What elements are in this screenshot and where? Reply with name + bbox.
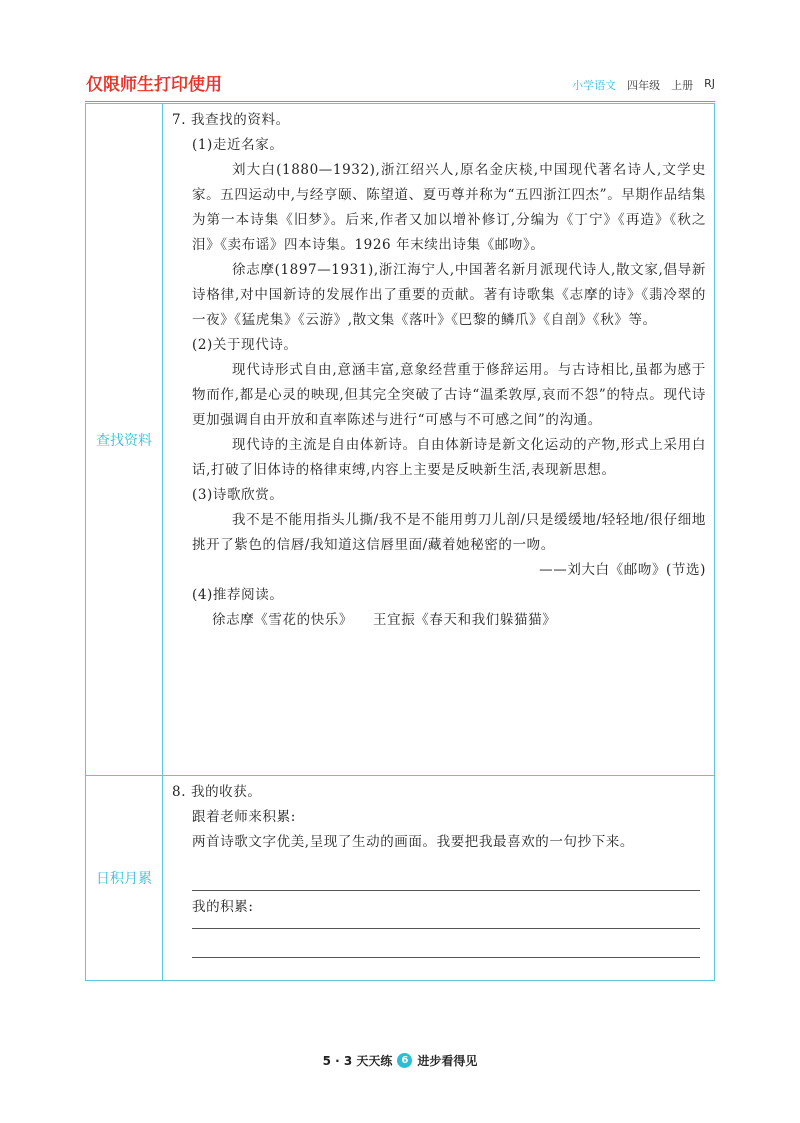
- subsection-famous-authors: (1)走近名家。: [192, 137, 284, 153]
- accumulation-content: [172, 780, 706, 958]
- grade-label: 四年级: [627, 79, 661, 92]
- subsection-recommended-reading: (4)推荐阅读。: [192, 587, 284, 603]
- modern-poetry-text-1: 现代诗形式自由,意涵丰富,意象经营重于修辞运用。与古诗相比,虽都为感于物而作,都是心灵的映现,但其完全突破了古诗“温柔敦厚,哀而不怨”的特点。现代诗更加强调自由开放和直率陈述与进行“可感与不可感之间”的沟通。: [192, 362, 706, 428]
- book-1: 徐志摩《雪花的快乐》: [212, 612, 353, 628]
- bio-liu-dabai: 刘大白(1880—1932),浙江绍兴人,原名金庆棪,中国现代著名诗人,文学史家。五四运动中,与经亨颐、陈望道、夏丏尊并称为“五四浙江四杰”。早期作品结集为第一本诗集《旧梦》。后来,作者又加以增补修订,分编为《丁宁》《再造》《秋之泪》《卖布谣》四本诗集。1926 年末续出诗集《邮吻》。: [192, 162, 706, 253]
- research-section: [85, 103, 715, 776]
- subsection-modern-poetry: (2)关于现代诗。: [192, 337, 298, 353]
- recommended-books: [172, 608, 706, 633]
- section-label-research: 查找资料: [86, 104, 163, 775]
- poem-source: ——刘大白《邮吻》(节选): [539, 562, 706, 578]
- answer-line-1[interactable]: [192, 855, 700, 891]
- modern-poetry-text-2: 现代诗的主流是自由体新诗。自由体新诗是新文化运动的产物,形式上采用白话,打破了旧体诗的格律束缚,内容上主要是反映新生活,表现新思想。: [192, 437, 706, 478]
- header-meta: [572, 77, 715, 93]
- subsection-poem-appreciation: (3)诗歌欣赏。: [192, 487, 284, 503]
- page-number-badge: 6: [397, 1053, 412, 1068]
- page-footer: [0, 1052, 800, 1069]
- question-7: 7. 我查找的资料。: [172, 112, 290, 128]
- instruction-sentence: 两首诗歌文字优美,呈现了生动的画面。我要把我最喜欢的一句抄下来。: [192, 834, 634, 850]
- header-divider: [85, 101, 715, 102]
- subject-label: 小学语文: [572, 79, 617, 92]
- accumulation-section: [85, 775, 715, 981]
- question-8: 8. 我的收获。: [172, 784, 262, 800]
- footer-brand: 5 · 3 天天练: [322, 1054, 393, 1068]
- follow-teacher-label: 跟着老师来积累:: [192, 809, 296, 825]
- my-accumulation-label: 我的积累:: [192, 899, 254, 915]
- answer-line-3[interactable]: [192, 929, 700, 958]
- edition-label: RJ: [704, 77, 715, 90]
- print-notice: 仅限师生打印使用: [86, 75, 222, 95]
- section-label-accumulation: 日积月累: [86, 776, 163, 980]
- answer-line-2[interactable]: [192, 920, 700, 929]
- bio-xu-zhimo: 徐志摩(1897—1931),浙江海宁人,中国著名新月派现代诗人,散文家,倡导新诗格律,对中国新诗的发展作出了重要的贡献。著有诗歌集《志摩的诗》《翡冷翠的一夜》《猛虎集》《云游》,散文集《落叶》《巴黎的鳞爪》《自剖》《秋》等。: [192, 262, 706, 328]
- volume-label: 上册: [671, 79, 694, 92]
- research-content: [172, 108, 706, 633]
- book-2: 王宜振《春天和我们躲猫猫》: [373, 612, 557, 628]
- footer-slogan: 进步看得见: [417, 1054, 478, 1068]
- poem-excerpt: 我不是不能用指头儿撕/我不是不能用剪刀儿剖/只是缓缓地/轻轻地/很仔细地挑开了紫色的信唇/我知道这信唇里面/藏着她秘密的一吻。: [192, 512, 706, 553]
